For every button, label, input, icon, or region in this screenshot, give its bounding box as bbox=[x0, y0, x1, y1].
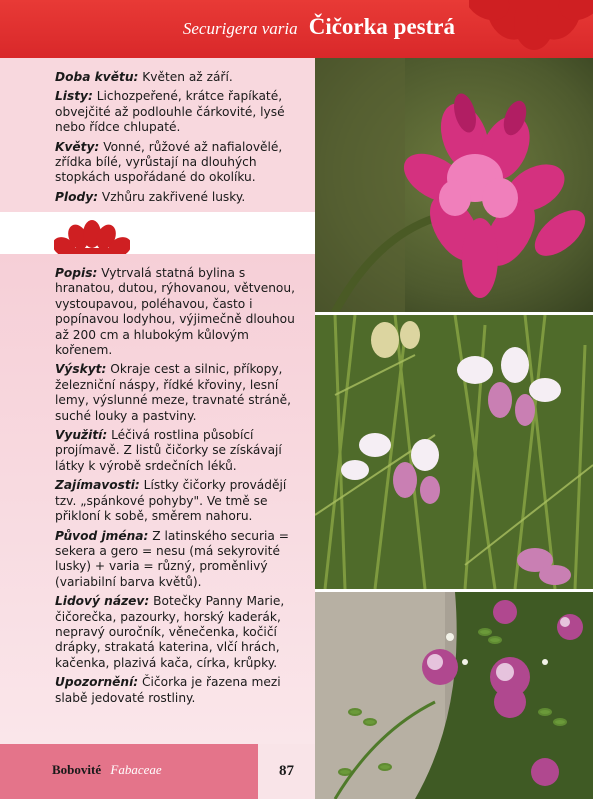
page-header bbox=[0, 0, 593, 58]
info-section-top bbox=[55, 70, 305, 209]
paragraph bbox=[55, 362, 305, 424]
page-number: 87 bbox=[279, 763, 294, 779]
value: Léčivá rostlina působící projímavě. Z listů čičorky se získávají látky k výrobě srdečních léků. bbox=[55, 428, 282, 473]
family-name: Bobovité bbox=[52, 762, 102, 777]
flower-icon bbox=[469, 0, 593, 58]
label: Plody: bbox=[55, 189, 99, 204]
latin-name: Securigera varia bbox=[182, 19, 298, 38]
value: Květen až září. bbox=[142, 70, 233, 84]
label: Původ jména: bbox=[55, 528, 149, 543]
value: Čičorka je řazena mezi slabě jedovaté rostliny. bbox=[55, 675, 281, 705]
family-label bbox=[52, 762, 162, 778]
value: Lístky čičorky provádějí tzv. „spánkové pohyby". Ve tmě se přikloní k sobě, směrem nahoru. bbox=[55, 478, 287, 524]
paragraph bbox=[55, 140, 305, 186]
paragraph bbox=[55, 89, 305, 135]
page-footer bbox=[0, 744, 258, 799]
photo-flowers-grass bbox=[315, 315, 593, 589]
family-latin-name: Fabaceae bbox=[110, 762, 162, 777]
value: Vzhůru zakřivené lusky. bbox=[101, 189, 246, 204]
photo-flowers-leaves bbox=[315, 592, 593, 799]
value: Okraje cest a silnic, příkopy, železniční náspy, řídké křoviny, lesní lemy, výslunné meze, travnaté stráně, suché louky a pastviny. bbox=[55, 362, 291, 423]
label: Popis: bbox=[55, 266, 98, 280]
value: Lichozpeřené, krátce řapíkaté, obvejčité až podlouhle čárkovité, lysé nebo řídce chlupaté. bbox=[55, 89, 285, 135]
paragraph bbox=[55, 594, 305, 671]
label: Listy: bbox=[55, 89, 93, 104]
value: Vytrvalá statná bylina s hranatou, dutou, rýhovanou, větvenou, vystoupavou, poléhavou, často i popínavou lodyhou, výjimečně dlouhou až 200 cm a hlubokým kůlovým kořenem. bbox=[55, 266, 295, 358]
label: Květy: bbox=[55, 139, 100, 154]
paragraph bbox=[55, 266, 305, 358]
label: Upozornění: bbox=[55, 675, 139, 690]
paragraph bbox=[55, 70, 305, 85]
value: Vonné, růžové až nafialovělé, zřídka bílé, vyrůstají na dlouhých stopkách uspořádané do okolíku. bbox=[55, 139, 283, 185]
paragraph bbox=[55, 478, 305, 524]
info-section-bottom bbox=[55, 266, 305, 710]
paragraph bbox=[55, 675, 305, 706]
value: Z latinského securia = sekera a gero = nesu (má sekyrovité lusky) + varia = různý, proměnlivý (variabilní barva květů). bbox=[55, 528, 289, 589]
label: Doba květu: bbox=[55, 70, 139, 84]
section-divider bbox=[0, 212, 315, 254]
photo-flower-closeup bbox=[315, 58, 593, 312]
flower-icon bbox=[54, 220, 130, 256]
page-number-box bbox=[258, 744, 315, 799]
label: Využití: bbox=[55, 428, 108, 443]
paragraph bbox=[55, 428, 305, 474]
label: Výskyt: bbox=[55, 362, 107, 377]
label: Zajímavosti: bbox=[55, 478, 140, 493]
value: Botečky Panny Marie, čičorečka, pazourky, horský kaderák, nepravý ouročník, věnečenka, kočičí drápky, strakatá katerina, vlčí hrách, kačenka, plazivá kača, círka, krůpky. bbox=[55, 594, 285, 670]
paragraph bbox=[55, 529, 305, 591]
page-title bbox=[183, 14, 455, 40]
czech-name: Čičorka pestrá bbox=[308, 14, 455, 39]
paragraph bbox=[55, 190, 305, 205]
label: Lidový název: bbox=[55, 594, 150, 609]
